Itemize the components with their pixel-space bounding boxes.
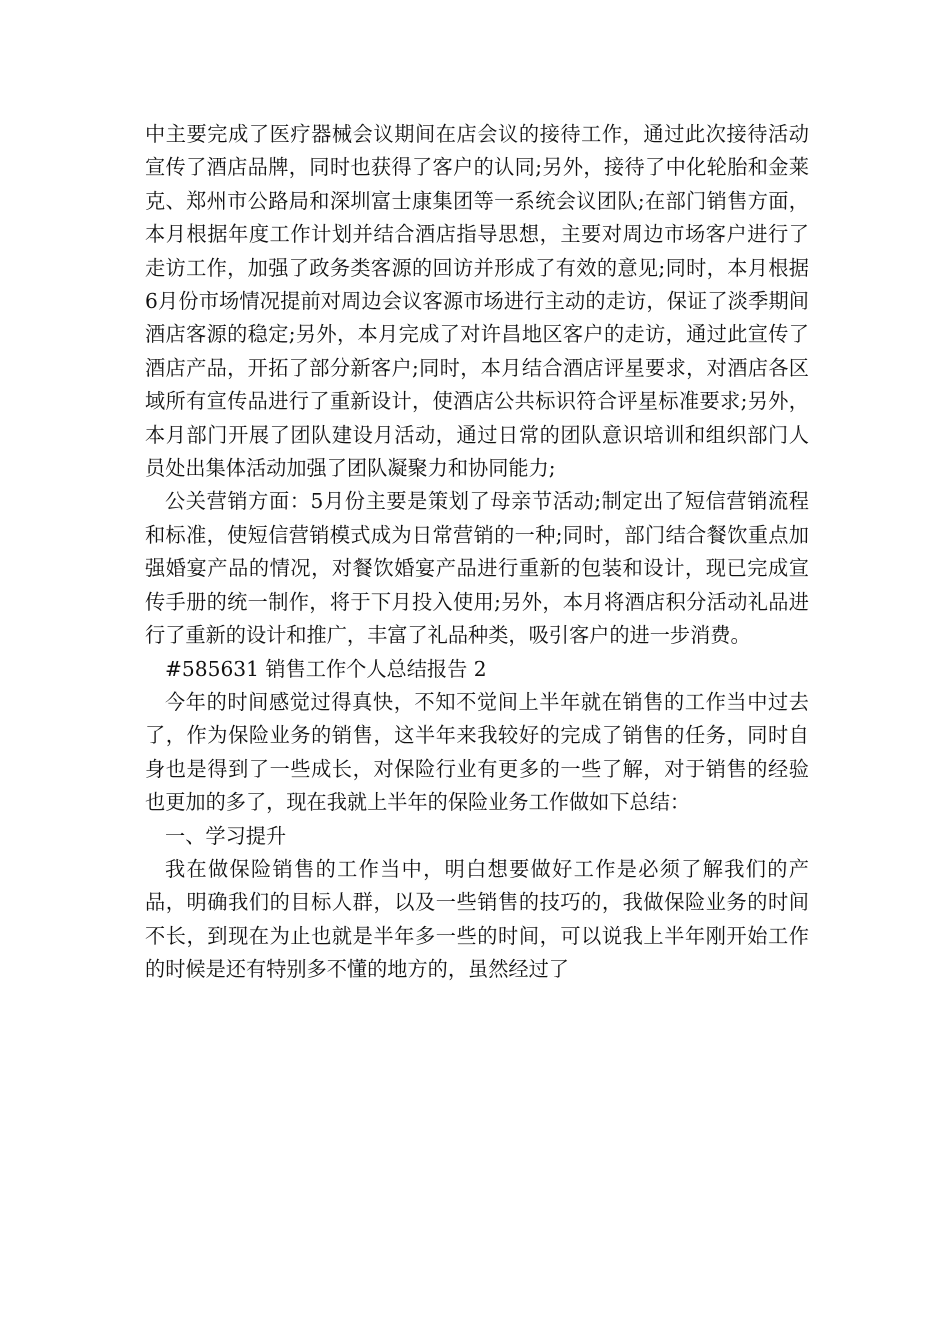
subheading-learning: 一、学习提升 [165, 823, 287, 848]
document-page [145, 118, 809, 987]
paragraph-learning: 我在做保险销售的工作当中，明白想要做好工作是必须了解我们的产品，明确我们的目标人群，以及一些销售的技巧的，我做保险业务的时间不长，到现在为止也就是半年多一些的时间，可以说我上半年刚开始工作的时候是还有特别多不懂的地方的，虽然经过了 [145, 856, 809, 982]
paragraph-meeting-reception: 中主要完成了医疗器械会议期间在店会议的接待工作，通过此次接待活动宣传了酒店品牌，同时也获得了客户的认同;另外，接待了中化轮胎和金莱克、郑州市公路局和深圳富士康集团等一系统会议团队;在部门销售方面，本月根据年度工作计划并结合酒店指导思想，主要对周边市场客户进行了走访工作，加强了政务类客源的回访并形成了有效的意见;同时，本月根据6月份市场情况提前对周边会议客源市场进行主动的走访，保证了淡季期间酒店客源的稳定;另外，本月完成了对许昌地区客户的走访，通过此宣传了酒店产品，开拓了部分新客户;同时，本月结合酒店评星要求，对酒店各区域所有宣传品进行了重新设计，使酒店公共标识符合评星标准要求;另外，本月部门开展了团队建设月活动，通过日常的团队意识培训和组织部门人员处出集体活动加强了团队凝聚力和协同能力; [145, 122, 809, 481]
section-title-report-2: #585631 销售工作个人总结报告 2 [165, 656, 487, 681]
paragraph-pr-marketing: 公关营销方面：5月份主要是策划了母亲节活动;制定出了短信营销流程和标准，使短信营销模式成为日常营销的一种;同时，部门结合餐饮重点加强婚宴产品的情况，对餐饮婚宴产品进行重新的包装和设计，现已完成宣传手册的统一制作，将于下月投入使用;另外，本月将酒店积分活动礼品进行了重新的设计和推广，丰富了礼品种类，吸引客户的进一步消费。 [145, 489, 809, 648]
paragraph-half-year-intro: 今年的时间感觉过得真快，不知不觉间上半年就在销售的工作当中过去了，作为保险业务的销售，这半年来我较好的完成了销售的任务，同时自身也是得到了一些成长，对保险行业有更多的一些了解，对于销售的经验也更加的多了，现在我就上半年的保险业务工作做如下总结： [145, 689, 809, 815]
